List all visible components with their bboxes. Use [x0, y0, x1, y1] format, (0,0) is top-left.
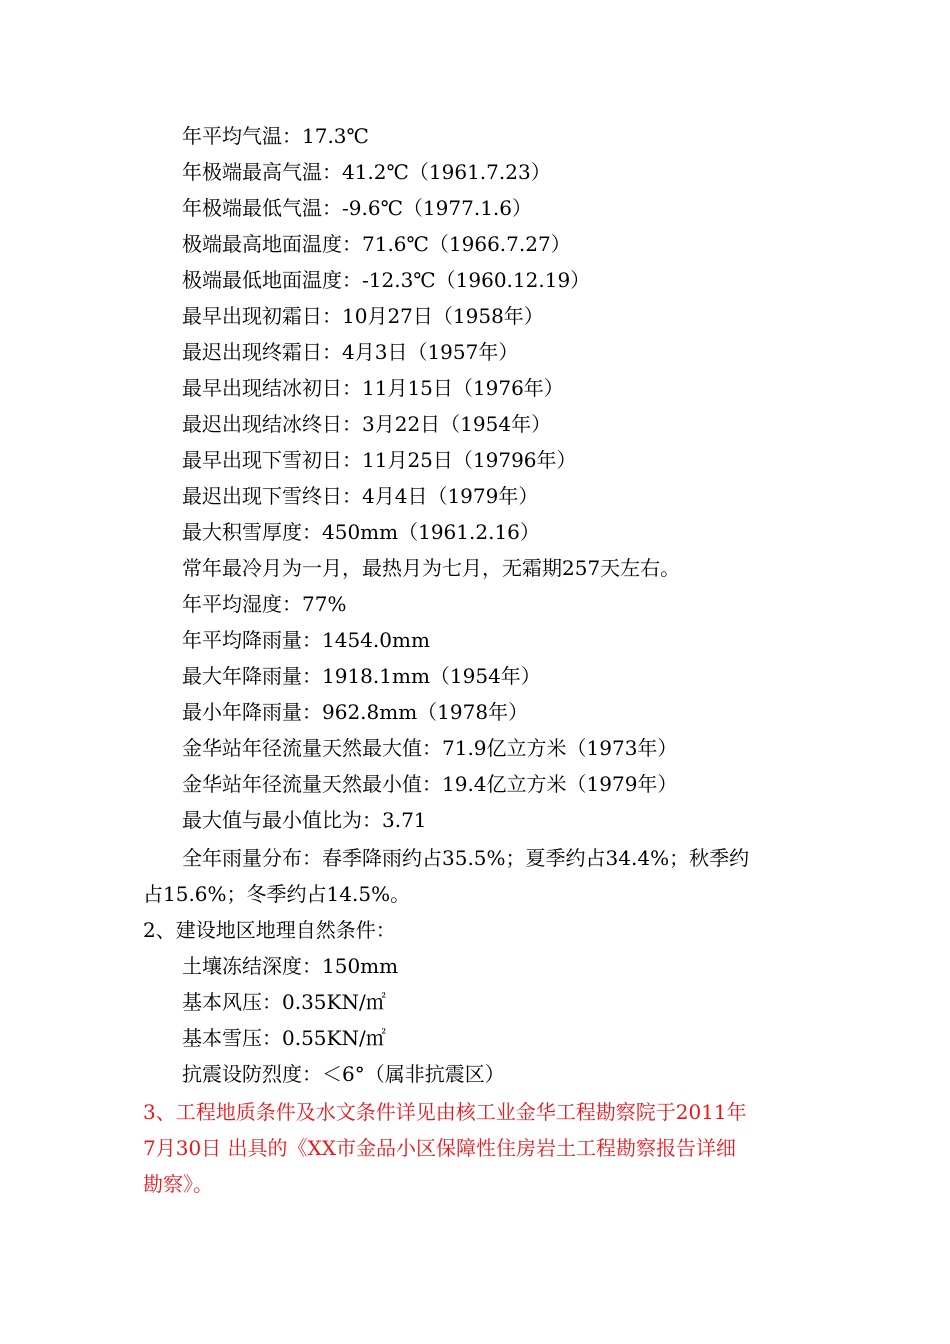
climate-line: 年极端最高气温：41.2℃（1961.7.23） [182, 160, 551, 184]
climate-line: 最迟出现结冰终日：3月22日（1954年） [182, 412, 552, 436]
geo-line: 基本风压：0.35KN/㎡ [182, 990, 386, 1014]
climate-line: 最迟出现终霜日：4月3日（1957年） [182, 340, 519, 364]
section-2-heading: 2、建设地区地理自然条件： [143, 918, 396, 942]
climate-line: 最大年降雨量：1918.1mm（1954年） [182, 664, 541, 688]
geo-line: 基本雪压：0.55KN/㎡ [182, 1026, 386, 1050]
geo-line: 抗震设防烈度：＜6°（属非抗震区） [182, 1062, 505, 1086]
climate-line: 年平均气温：17.3℃ [182, 124, 369, 148]
climate-line: 极端最低地面温度：-12.3℃（1960.12.19） [182, 268, 591, 292]
climate-line: 最大值与最小值比为：3.71 [182, 808, 427, 832]
climate-line: 最大积雪厚度：450mm（1961.2.16） [182, 520, 540, 544]
climate-line: 金华站年径流量天然最小值：19.4亿立方米（1979年） [182, 772, 678, 796]
rain-distribution-line-continued: 占15.6%；冬季约占14.5%。 [143, 882, 411, 906]
climate-line: 最早出现下雪初日：11月25日（19796年） [182, 448, 577, 472]
climate-line: 最早出现结冰初日：11月15日（1976年） [182, 376, 564, 400]
climate-line: 年平均降雨量：1454.0mm [182, 628, 430, 652]
section-3-line: 7月30日 出具的《XX市金品小区保障性住房岩土工程勘察报告详细 [143, 1136, 737, 1160]
climate-line: 最小年降雨量：962.8mm（1978年） [182, 700, 529, 724]
climate-line: 常年最冷月为一月，最热月为七月，无霜期257天左右。 [182, 556, 681, 580]
section-3-line: 勘察》。 [143, 1172, 213, 1196]
geo-line: 土壤冻结深度：150mm [182, 954, 399, 978]
rain-distribution-line: 全年雨量分布：春季降雨约占35.5%；夏季约占34.4%；秋季约 [182, 846, 750, 870]
climate-line: 最迟出现下雪终日：4月4日（1979年） [182, 484, 539, 508]
climate-line: 最早出现初霜日：10月27日（1958年） [182, 304, 544, 328]
climate-line: 金华站年径流量天然最大值：71.9亿立方米（1973年） [182, 736, 678, 760]
section-3-line: 3、工程地质条件及水文条件详见由核工业金华工程勘察院于2011年 [143, 1100, 747, 1124]
climate-line: 年平均湿度：77% [182, 592, 347, 616]
climate-line: 极端最高地面温度：71.6℃（1966.7.27） [182, 232, 571, 256]
climate-line: 年极端最低气温：-9.6℃（1977.1.6） [182, 196, 532, 220]
